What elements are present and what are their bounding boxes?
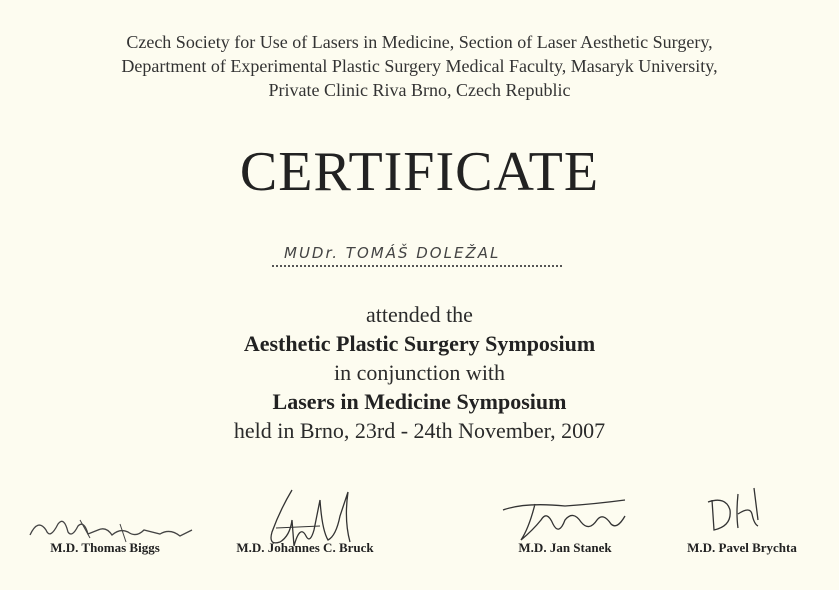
signature-block-stanek [485,480,645,570]
issuer-header [0,30,839,102]
signatory-name-stanek: M.D. Jan Stanek [518,540,612,555]
body-line-conjunction: in conjunction with [333,360,506,385]
issuer-line-2: Department of Experimental Plastic Surgery Medical Faculty, Masaryk University, [121,56,718,76]
body-line-date: held in Brno, 23rd - 24th November, 2007 [233,418,606,443]
signatory-name-biggs: M.D. Thomas Biggs [50,540,160,555]
signature-block-biggs [20,480,200,570]
issuer-line-3: Private Clinic Riva Brno, Czech Republic [268,80,571,100]
recipient-name: MUDr. TOMÁŠ DOLEŽAL [272,243,562,267]
signature-block-bruck [220,480,390,570]
body-line-symposium-1: Aesthetic Plastic Surgery Symposium [243,331,596,356]
issuer-line-1: Czech Society for Use of Lasers in Medicine, Section of Laser Aesthetic Surgery, [126,32,713,52]
certificate-title: CERTIFICATE [239,141,600,203]
signatory-name-bruck: M.D. Johannes C. Bruck [236,540,374,555]
signatory-name-brychta: M.D. Pavel Brychta [687,540,797,555]
body-line-attended: attended the [366,302,473,327]
body-line-symposium-2: Lasers in Medicine Symposium [272,389,567,414]
certificate-body [0,300,839,445]
signature-block-brychta [672,480,812,570]
